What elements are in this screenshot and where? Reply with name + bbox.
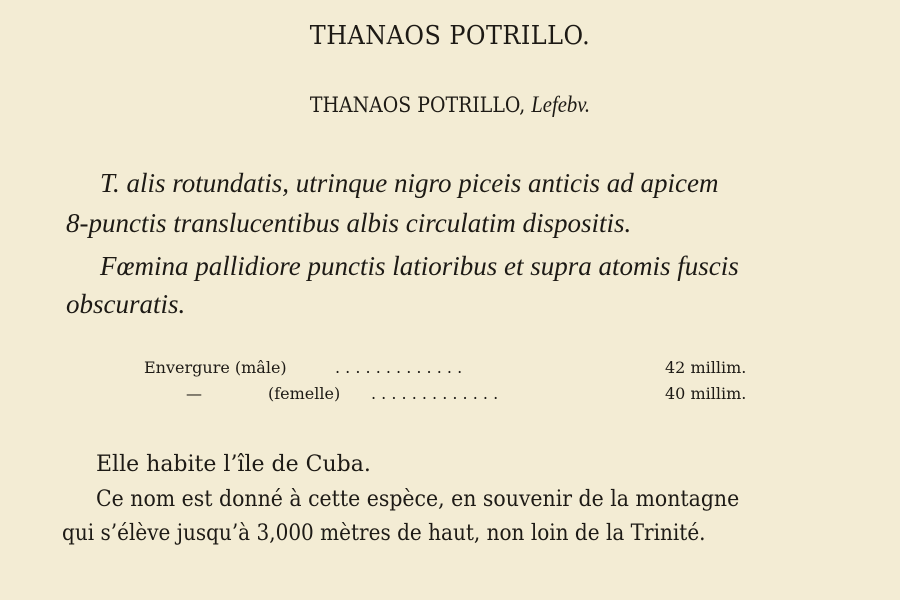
latin-description-line-3: Fœmina pallidiore punctis latioribus et supra atomis fuscis	[100, 251, 739, 281]
running-title: THANAOS POTRILLO.	[309, 21, 591, 52]
latin-description-line-4: obscuratis.	[66, 289, 186, 319]
latin-description-line-2: 8-punctis translucentibus albis circulatim dispositis.	[66, 208, 632, 238]
latin-description-line-1: T. alis rotundatis, utrinque nigro piceis anticis ad apicem	[100, 168, 719, 198]
measurement-ditto-dash: —	[186, 384, 202, 403]
body-line-2: Ce nom est donné à cette espèce, en souvenir de la montagne	[96, 487, 740, 512]
measurement-leaders: . . . . . . . . . . . . .	[335, 358, 463, 377]
measurement-value: 40 millim.	[665, 384, 747, 403]
body-line-1: Elle habite l’île de Cuba.	[96, 452, 371, 477]
measurement-label: Envergure (mâle)	[144, 358, 287, 377]
species-author: Lefebv.	[531, 92, 591, 117]
species-name: THANAOS POTRILLO,	[309, 93, 526, 117]
species-heading	[45, 92, 855, 118]
measurement-leaders: . . . . . . . . . . . . .	[371, 384, 499, 403]
measurement-label: (femelle)	[268, 384, 341, 403]
measurement-value: 42 millim.	[665, 358, 747, 377]
body-line-3: qui s’élève jusqu’à 3,000 mètres de haut, non loin de la Trinité.	[62, 521, 706, 546]
measurement-row-male	[144, 358, 287, 377]
